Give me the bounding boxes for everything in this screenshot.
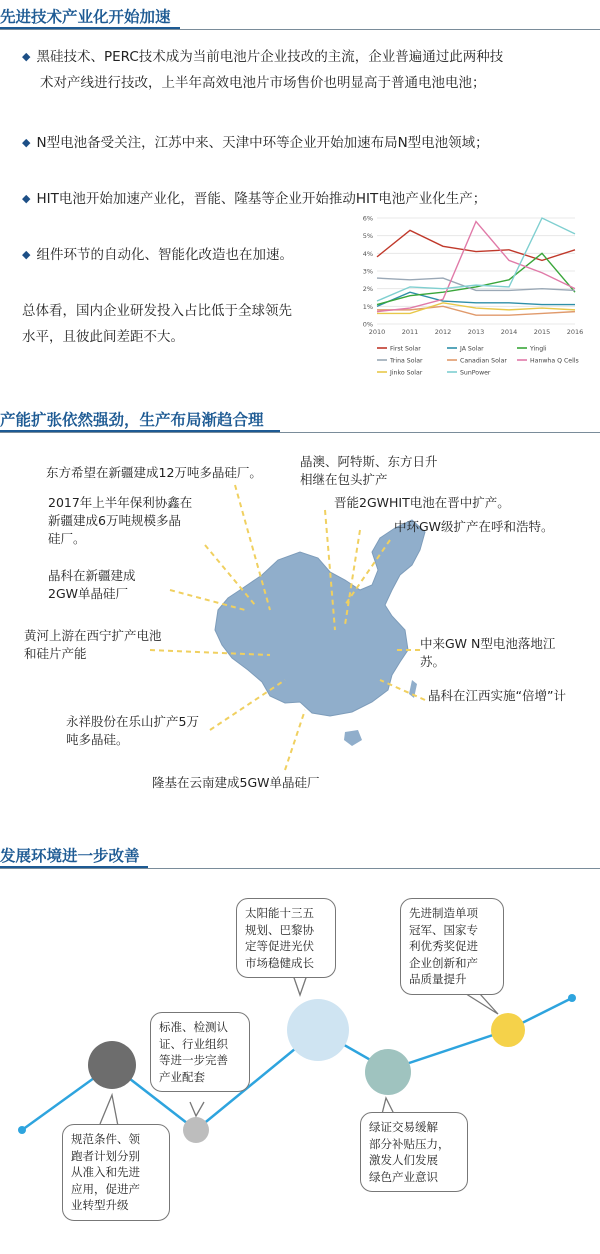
chart-legend-label: Canadian Solar (460, 357, 507, 365)
chart-y-tick-label: 1% (362, 302, 373, 311)
chart-y-tick-label: 0% (362, 320, 373, 329)
diamond-icon: ◆ (22, 136, 31, 149)
section-title-environment: 发展环境进一步改善 (0, 847, 140, 865)
chart-x-tick-label: 2014 (500, 328, 518, 336)
annotation-jinko-xinjiang: 晶科在新疆建成 2GW单晶硅厂 (48, 568, 136, 601)
annotation-longi-yunnan: 隆基在云南建成5GW单晶硅厂 (152, 775, 320, 790)
chart-y-tick-label: 6% (362, 214, 373, 223)
bubble-innovation: 先进制造单项 冠军、国家专 利优秀奖促进 企业创新和产 品质量提升 (400, 898, 504, 995)
node-innovation-circle (491, 1013, 525, 1047)
section-title-capacity: 产能扩张依然强劲，生产布局渐趋合理 (0, 411, 264, 429)
diamond-icon: ◆ (22, 248, 31, 261)
annotation-jinneng-jinzhong: 晋能2GWHIT电池在晋中扩产。 (334, 495, 510, 510)
chart-legend-label: Yingli (530, 345, 547, 353)
chart-legend-label: First Solar (390, 345, 421, 353)
annotation-gcl-xinjiang: 2017年上半年保利协鑫在 新疆建成6万吨规模多晶 硅厂。 (48, 495, 193, 546)
section-divider (0, 868, 600, 869)
chart-y-tick-label: 4% (362, 249, 373, 258)
chart-y-tick-label: 2% (362, 285, 373, 294)
rd-ratio-line-chart (355, 212, 595, 392)
chart-x-tick-label: 2012 (434, 328, 452, 336)
annotation-zhonglai-jiangsu: 中来GW N型电池落地江 苏。 (420, 636, 556, 669)
bullet-hit: ◆ HIT电池开始加速产业化，晋能、隆基等企业开始推动HIT电池产业化生产； (22, 191, 487, 207)
node-green-cert-circle (365, 1049, 411, 1095)
chart-series-line (377, 222, 575, 312)
section-title-tech: 先进技术产业化开始加速 (0, 8, 171, 26)
bubble-planning: 太阳能十三五 规划、巴黎协 定等促进光伏 市场稳健成长 (236, 898, 336, 978)
timeline-end-dot (568, 994, 576, 1002)
chart-legend-label: JA Solar (460, 345, 484, 353)
annotation-zhonghuan-hohhot: 中环GW级扩产在呼和浩特。 (394, 519, 554, 534)
chart-x-tick-label: 2011 (401, 328, 419, 336)
bubble-standards-policy: 规范条件、领 跑者计划分别 从准入和先进 应用，促进产 业转型升级 (62, 1124, 170, 1221)
section-divider (0, 29, 600, 30)
chart-x-tick-label: 2013 (467, 328, 485, 336)
diamond-icon: ◆ (22, 50, 31, 63)
node-certification-circle (183, 1117, 209, 1143)
annotation-huanghe-xining: 黄河上游在西宁扩产电池 和硅片产能 (24, 628, 162, 661)
timeline-start-dot (18, 1126, 26, 1134)
chart-legend-label: Hanwha Q Cells (530, 357, 579, 365)
annotation-xinjiang-dongfang: 东方希望在新疆建成12万吨多晶硅厂。 (46, 465, 262, 480)
chart-series-line (377, 253, 575, 304)
chart-x-tick-label: 2016 (566, 328, 584, 336)
annotation-baotou: 晶澳、阿特斯、东方日升 相继在包头扩产 (300, 454, 438, 487)
chart-legend-label: Jinko Solar (390, 369, 423, 377)
node-standards-circle (88, 1041, 136, 1089)
section-divider (0, 432, 600, 433)
china-mainland-shape (215, 520, 425, 716)
chart-series-line (377, 292, 575, 306)
hainan-island-shape (344, 730, 362, 746)
bullet-n-type: ◆ N型电池备受关注，江苏中来、天津中环等企业开始加速布局N型电池领域； (22, 135, 489, 151)
bullet-automation: ◆ 组件环节的自动化、智能化改造也在加速。 (22, 247, 293, 263)
annotation-jinko-jiangxi: 晶科在江西实施“倍增”计 (428, 688, 566, 703)
chart-series-line (377, 230, 575, 260)
chart-x-tick-label: 2015 (533, 328, 551, 336)
chart-y-tick-label: 3% (362, 267, 373, 276)
bubble-green-cert: 绿证交易缓解 部分补贴压力， 激发人们发展 绿色产业意识 (360, 1112, 468, 1192)
node-planning-circle (287, 999, 349, 1061)
chart-legend-label: Trina Solar (390, 357, 423, 365)
chart-y-tick-label: 5% (362, 232, 373, 241)
chart-x-tick-label: 2010 (368, 328, 386, 336)
diamond-icon: ◆ (22, 192, 31, 205)
chart-legend-label: SunPower (460, 369, 491, 377)
summary-text: 总体看，国内企业研发投入占比低于全球领先 水平，且彼此间差距不大。 (22, 303, 292, 345)
bubble-certification: 标准、检测认 证、行业组织 等进一步完善 产业配套 (150, 1012, 250, 1092)
bullet-black-silicon: ◆ 黑硅技术、PERC技术成为当前电池片企业技改的主流，企业普遍通过此两种技 术对产线进行技改，上半年高效电池片市场售价也明显高于普通电池电池； (22, 49, 504, 91)
annotation-yongxiang-leshan: 永祥股份在乐山扩产5万 吨多晶硅。 (66, 714, 199, 747)
